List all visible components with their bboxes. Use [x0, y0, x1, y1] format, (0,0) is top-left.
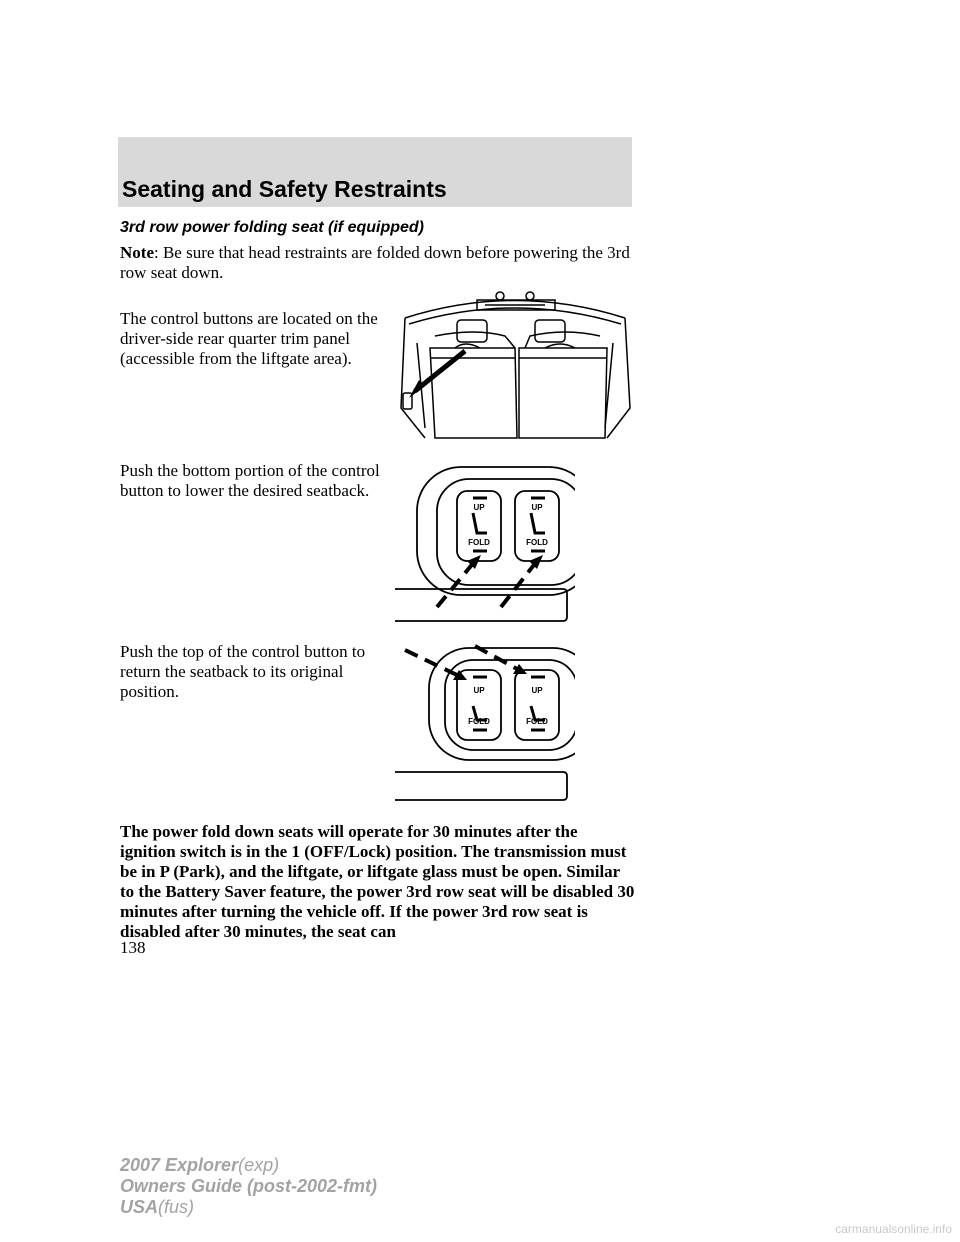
- footer-market-code: (fus): [158, 1197, 195, 1217]
- footer-block: [120, 1155, 377, 1218]
- note-label: Note: [120, 243, 154, 262]
- note-paragraph: [120, 243, 635, 283]
- subsection-title: 3rd row power folding seat (if equipped): [120, 219, 425, 236]
- fold-label-left: FOLD: [468, 538, 490, 547]
- cargo-area-illustration: [395, 288, 635, 448]
- paragraph-return: Push the top of the control button to return the seatback to its original position.: [120, 642, 366, 701]
- watermark: carmanualsonline.info: [835, 1222, 952, 1236]
- footer-guide: Owners Guide (post-2002-fmt): [120, 1176, 378, 1196]
- footer-model-code: (exp): [238, 1155, 280, 1175]
- warning-paragraph: The power fold down seats will operate for 30 minutes after the ignition switch is in the 1 (OFF/Lock) position. The transmission must be in P (Park), and the liftgate, or liftgate glass must be open. Similar to the Battery Saver feature, the power 3rd row seat will be disabled 30 minutes after turning the vehicle off. If the power 3rd row seat is disabled after 30 minutes, the seat can: [120, 822, 635, 941]
- up-label-left-2: UP: [473, 686, 485, 695]
- fold-label-right-2: FOLD: [526, 717, 548, 726]
- fold-button-illustration: [395, 465, 575, 625]
- up-label-right-2: UP: [531, 686, 543, 695]
- section-header-title: Seating and Safety Restraints: [122, 176, 447, 202]
- up-label-left: UP: [473, 503, 485, 512]
- fold-label-right: FOLD: [526, 538, 548, 547]
- page-number: 138: [120, 938, 146, 957]
- footer-model: 2007 Explorer: [120, 1155, 239, 1175]
- up-button-illustration: [395, 640, 575, 804]
- paragraph-location: The control buttons are located on the driver-side rear quarter trim panel (accessible from the liftgate area).: [120, 309, 378, 368]
- up-label-right: UP: [531, 503, 543, 512]
- footer-market: USA: [120, 1197, 159, 1217]
- fold-label-left-2: FOLD: [468, 717, 490, 726]
- paragraph-lower: Push the bottom portion of the control button to lower the desired seatback.: [120, 461, 380, 500]
- note-text: : Be sure that head restraints are folded down before powering the 3rd row seat down.: [120, 243, 630, 282]
